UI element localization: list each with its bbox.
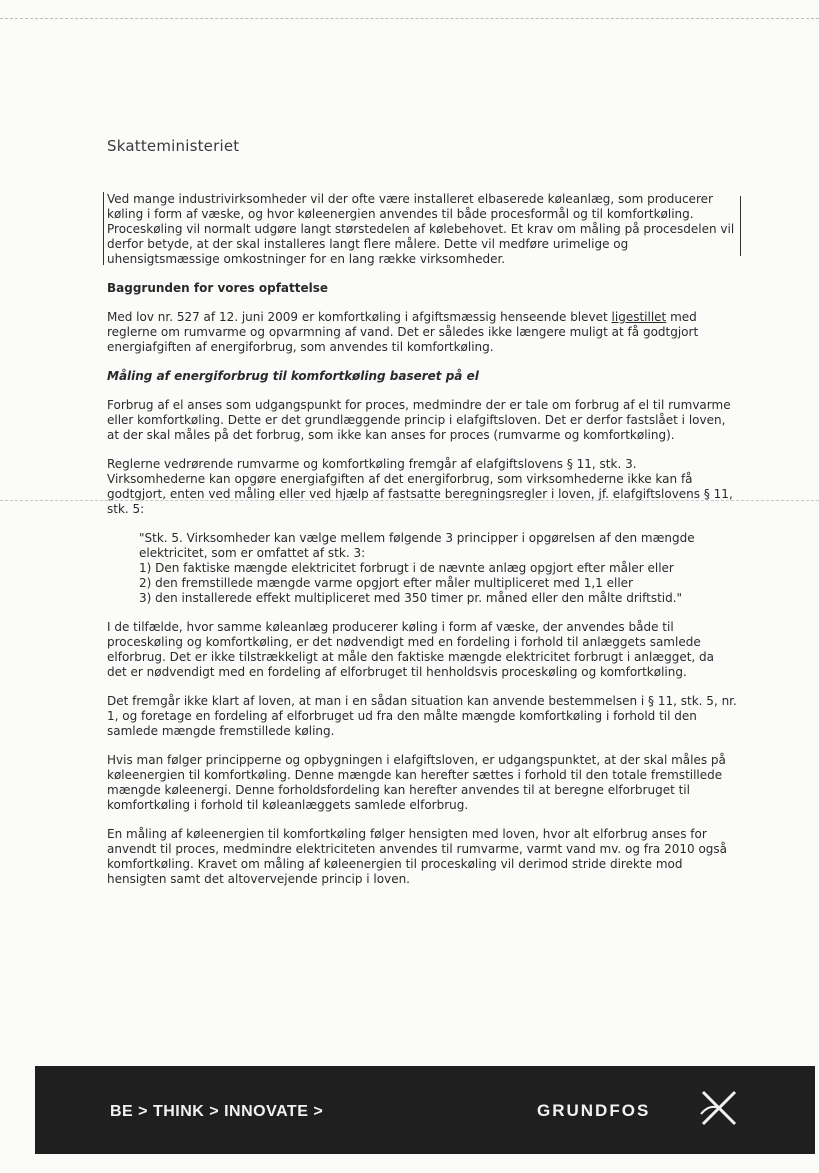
ministry-heading: Skatteministeriet (107, 137, 240, 155)
law-quote (139, 531, 737, 606)
measurement-paragraph-4: Det fremgår ikke klart af loven, at man i en sådan situation kan anvende bestemmelsen i § 11, stk. 5, nr. 1, og foretage en fordeling af elforbruget ud fra den målte mængde komfortkøling i forhold til den samlede mængde fremstillede køling. (107, 694, 737, 738)
background-text-before: Med lov nr. 527 af 12. juni 2009 er komfortkøling i afgiftsmæssig henseende blevet (107, 310, 612, 324)
footer-slogan: BE > THINK > INNOVATE > (110, 1103, 324, 1120)
footer-banner (35, 1066, 815, 1154)
scan-artifact-line (0, 500, 819, 501)
background-paragraph (107, 310, 737, 355)
intro-paragraph: Ved mange industrivirksomheder vil der ofte være installeret elbaserede køleanlæg, som producerer køling i form af væske, og hvor køleenergien anvendes til både procesformål og til komfortkøling. Proceskøling vil normalt udgøre langt størstedelen af kølebehovet. Et krav om måling på procesdelen vil derfor betyde, at der skal installeres langt flere målere. Dette vil medføre urimelige og uhensigtsmæssige omkostninger for en lang række virksomheder. (107, 192, 737, 267)
section-heading-measurement: Måling af energiforbrug til komfortkøling baseret på el (107, 369, 479, 383)
background-text-after: med reglerne om rumvarme og opvarmning af vand. Det er således ikke længere muligt at få godtgjort energiafgiften af energiforbrug, som anvendes til komfortkøling. (107, 310, 699, 354)
measurement-paragraph-5: Hvis man følger principperne og opbygningen i elafgiftsloven, er udgangspunktet, at der skal måles på køleenergien til komfortkøling. Denne mængde kan herefter sættes i forhold til den totale fremstillede mængde køleenergi. Denne forholdsfordeling kan herefter anvendes til at beregne elforbruget til komfortkøling i forhold til køleanlæggets samlede elforbrug. (107, 753, 726, 812)
document-body (107, 192, 737, 901)
law-quote-line: 3) den installerede effekt multipliceret med 350 timer pr. måned eller den målte driftstid." (139, 591, 683, 605)
measurement-paragraph-1: Forbrug af el anses som udgangspunkt for proces, medmindre der er tale om forbrug af el til rumvarme eller komfortkøling. Dette er det grundlæggende princip i elafgiftsloven. Det er derfor fastslået i loven, at der skal måles på det forbrug, som ikke kan anses for proces (rumvarme og komfortkøling). (107, 398, 731, 442)
law-quote-line: 1) Den faktiske mængde elektricitet forbrugt i de nævnte anlæg opgjort efter måler eller (139, 561, 674, 575)
measurement-paragraph-6: En måling af køleenergien til komfortkøling følger hensigten med loven, hvor alt elforbrug anses for anvendt til proces, medmindre elektriciteten anvendes til rumvarme, varmt vand mv. og fra 2010 også komfortkøling. Kravet om måling af køleenergien til proceskøling vil derimod stride direkte mod hensigten samt det altovervejende princip i loven. (107, 827, 728, 886)
measurement-paragraph-3: I de tilfælde, hvor samme køleanlæg producerer køling i form af væske, der anvendes både til proceskøling og komfortkøling, er det nødvendigt med en fordeling i forhold til anlæggets samlede elforbrug. Det er ikke tilstrækkeligt at måle den faktiske mængde elektricitet forbrugt i anlægget, da det er nødvendigt med en fordeling af elforbruget til henholdsvis proceskøling og komfortkøling. (107, 620, 715, 679)
law-quote-line: 2) den fremstillede mængde varme opgjort efter måler multipliceret med 1,1 eller (139, 576, 633, 590)
grundfos-x-logo-icon (699, 1090, 739, 1126)
brand-name: GRUNDFOS (537, 1101, 651, 1120)
law-quote-line: "Stk. 5. Virksomheder kan vælge mellem følgende 3 principper i opgørelsen af den mængde elektricitet, som er omfattet af stk. 3: (139, 531, 695, 560)
scan-artifact-line (0, 18, 819, 19)
background-text-underlined: ligestillet (611, 310, 667, 324)
section-heading-background: Baggrunden for vores opfattelse (107, 281, 329, 295)
measurement-paragraph-2: Reglerne vedrørende rumvarme og komfortkøling fremgår af elafgiftslovens § 11, stk. 3. Virksomhederne kan opgøre energiafgiften af det energiforbrug, som virksomhederne ikke kan få godtgjort, enten ved måling eller ved hjælp af fastsatte beregningsregler i loven, jf. elafgiftslovens § 11, stk. 5: (107, 457, 733, 516)
